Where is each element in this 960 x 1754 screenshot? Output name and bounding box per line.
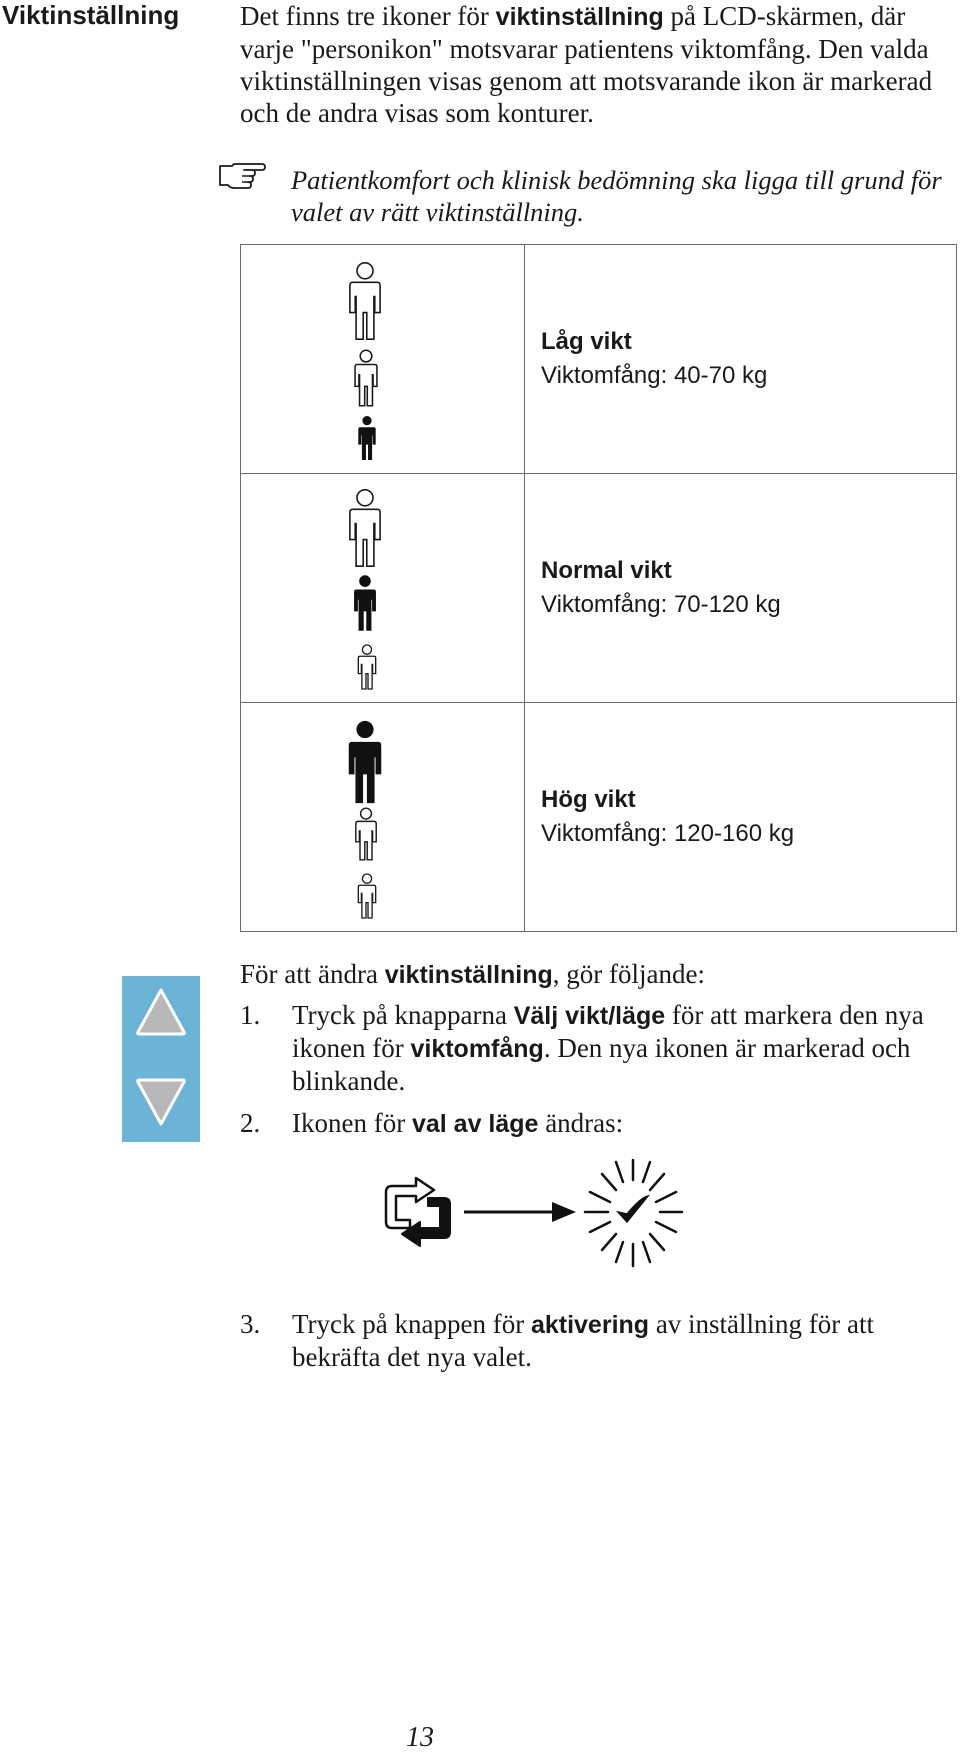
person-medium-filled-icon	[351, 574, 379, 632]
person-small-outline-icon	[356, 873, 378, 919]
weight-desc-normal	[525, 474, 957, 703]
weight-range: Viktomfång: 70-120 kg	[541, 591, 781, 618]
arrow-down-icon[interactable]	[134, 1076, 188, 1128]
arrow-up-icon[interactable]	[134, 986, 188, 1038]
step-2: 2. Ikonen för val av läge ändras:	[240, 1108, 624, 1138]
weight-range: Viktomfång: 40-70 kg	[541, 362, 768, 389]
weight-name: Normal vikt	[541, 557, 672, 584]
intro-paragraph: Det finns tre ikoner för viktinställning på LCD-skärmen, där varje "personikon" motsvarar patientens viktomfång. Den valda viktinställningen visas genom att motsvarande ikon är markerad och de andra visas som konturer.	[240, 1, 933, 128]
weight-row-low	[241, 245, 957, 474]
weight-icons-high	[241, 703, 525, 932]
step-1: 1. Tryck på knapparna Välj vikt/läge för att markera den nya ikonen för viktomfång. Den nya ikonen är markerad och blinkande.	[240, 1000, 924, 1096]
instructions-lead: För att ändra viktinställning, gör följande:	[240, 959, 706, 989]
person-large-filled-icon	[343, 719, 387, 805]
person-small-outline-icon	[356, 644, 378, 690]
right-arrow-icon	[464, 1202, 576, 1222]
weight-desc-low	[525, 245, 957, 474]
person-large-outline-icon	[345, 261, 385, 341]
flashing-check-icon	[585, 1160, 682, 1266]
page-number: 13	[406, 1722, 434, 1753]
weight-settings-table	[240, 244, 957, 932]
weight-desc-high	[525, 703, 957, 932]
weight-name: Hög vikt	[541, 786, 636, 813]
pointing-hand-icon	[218, 160, 266, 190]
step-3: 3. Tryck på knappen för aktivering av inställning för att bekräfta det nya valet.	[240, 1309, 875, 1372]
weight-row-normal	[241, 474, 957, 703]
person-large-outline-icon	[345, 488, 385, 568]
weight-range: Viktomfång: 120-160 kg	[541, 820, 795, 847]
mode-select-icon	[386, 1178, 450, 1246]
select-weight-button-panel	[122, 976, 200, 1142]
person-medium-outline-icon	[353, 807, 379, 861]
weight-row-high	[241, 703, 957, 932]
weight-icons-low	[241, 245, 525, 474]
mode-change-figure	[380, 1150, 740, 1280]
section-title: Viktinställning	[2, 0, 180, 30]
weight-icons-normal	[241, 474, 525, 703]
note-text: Patientkomfort och klinisk bedömning ska ligga till grund för valet av rätt viktinställning.	[291, 165, 942, 227]
person-small-filled-icon	[356, 415, 378, 461]
weight-name: Låg vikt	[541, 328, 632, 355]
person-medium-outline-icon	[352, 349, 380, 407]
